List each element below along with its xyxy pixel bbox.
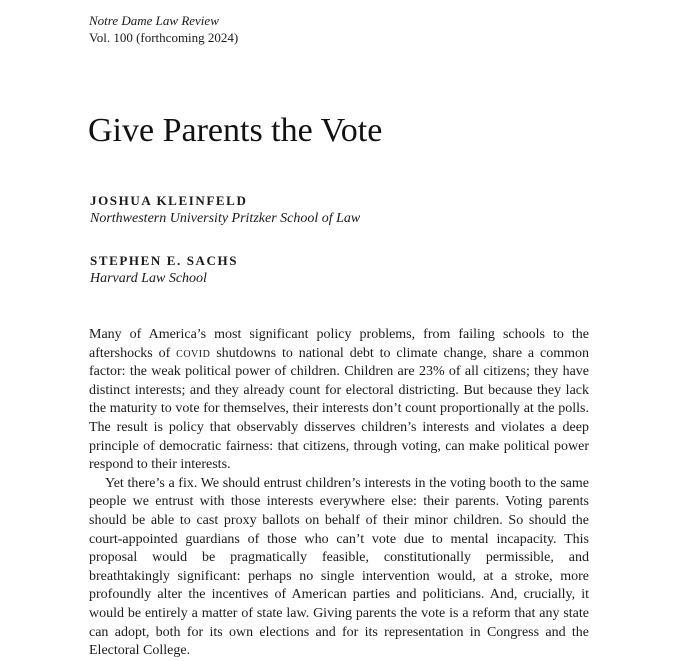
abstract-covid-term: covid bbox=[176, 345, 211, 361]
author-affiliation-1: Northwestern University Pritzker School of Law bbox=[90, 211, 361, 226]
journal-name: Notre Dame Law Review bbox=[89, 13, 219, 28]
abstract-paragraph-2: Yet there’s a fix. We should entrust children’s interests in the voting booth to the same people we entrust with those interests everywhere else: their parents. Voting parents should be able to cast proxy ballots on behalf of their minor children. So should the court-appointed guardians of those who can’t vote due to mental incapacity. This proposal would be pragmatically feasible, constitutionally permissible, and breathtakingly significant: perhaps no single intervention would, at a stroke, more profoundly alter the incentives of American parties and politicians. And, crucially, it would be entirely a matter of state law. Giving parents the vote is a reform that any state can adopt, both for its own elections and for its representation in Congress and the Electoral College. bbox=[89, 475, 589, 659]
author-name-1: JOSHUA KLEINFELD bbox=[90, 193, 248, 208]
volume-info: Vol. 100 (forthcoming 2024) bbox=[89, 30, 239, 45]
paper-title: Give Parents the Vote bbox=[88, 112, 383, 149]
abstract-p1-end: shutdowns to national debt to climate change, share a common factor: the weak political power of children. Children are 23% of all citizens; they have distinct interests; and they already count for electoral districting. But because they lack the maturity to vote for themselves, their interests don’t count proportionally at the polls. The result is policy that observably disserves children’s interests and violates a deep principle of democratic fairness: that citizens, through voting, can make political power respond to their interests. bbox=[89, 345, 589, 473]
author-affiliation-2: Harvard Law School bbox=[90, 271, 207, 286]
abstract-p1-start: Many of America’s most significant policy problems, from failing schools to the aftershocks of bbox=[89, 327, 589, 361]
author-name-2: STEPHEN E. SACHS bbox=[90, 253, 239, 268]
abstract bbox=[89, 326, 589, 661]
abstract-paragraph-1 bbox=[89, 326, 589, 475]
